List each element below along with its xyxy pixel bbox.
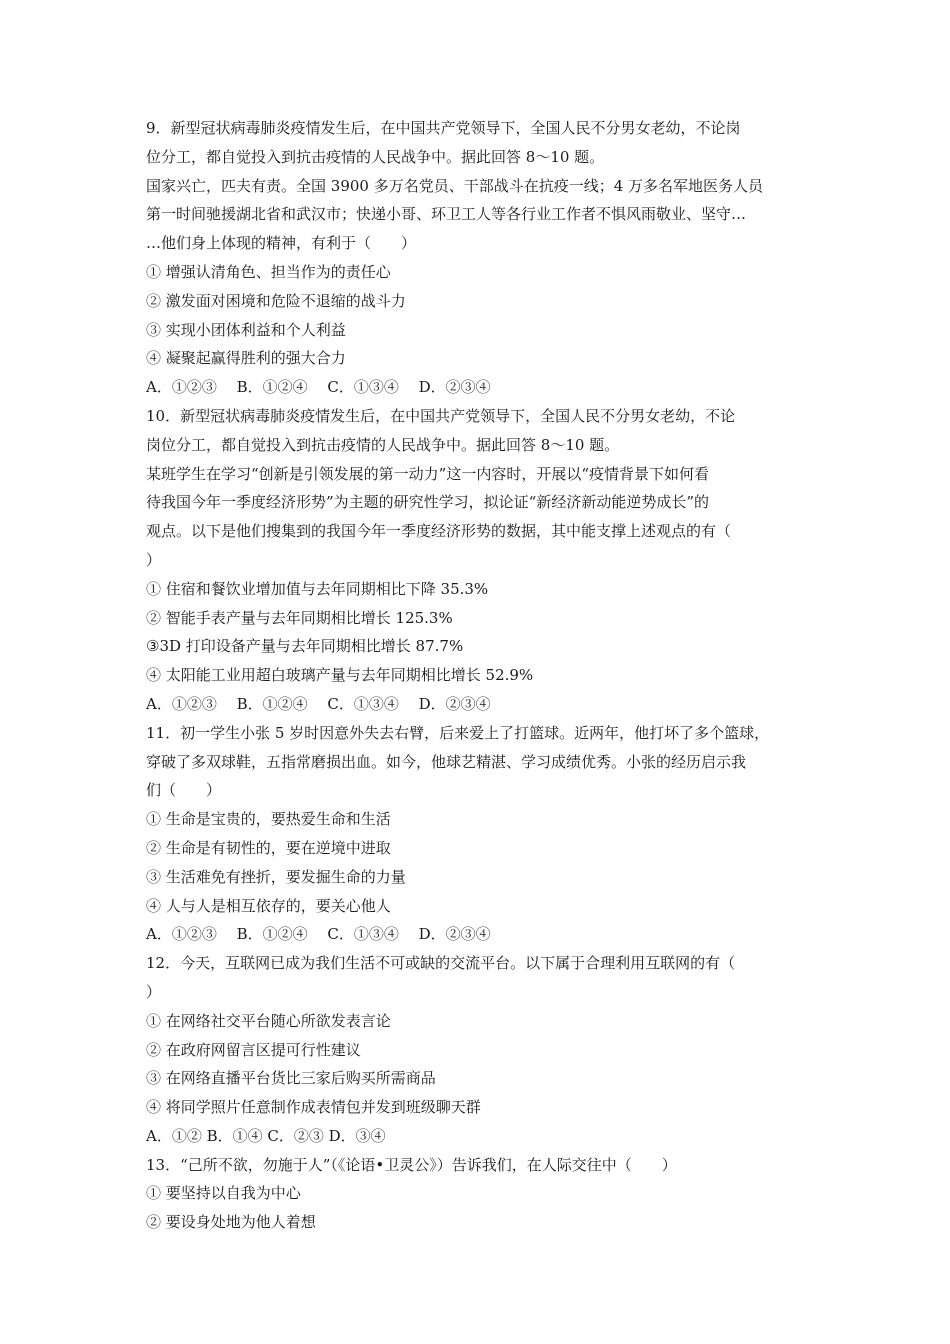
answer-choices: A．①②③ B．①②④ C．①③④ D．②③④ [146, 925, 491, 944]
question-10 [146, 402, 816, 719]
statement-option: ③3D 打印设备产量与去年同期相比增长 87.7% [146, 637, 464, 656]
statement-option: ② 要设身处地为他人着想 [146, 1213, 316, 1232]
statement-option: ① 住宿和餐饮业增加值与去年同期相比下降 35.3% [146, 579, 489, 598]
question-text-line: …他们身上体现的精神，有利于（ ） [146, 234, 417, 253]
statement-option: ③ 生活难免有挫折，要发掘生命的力量 [146, 867, 406, 886]
question-text-line: 穿破了多双球鞋，五指常磨损出血。如今，他球艺精湛、学习成绩优秀。小张的经历启示我 [146, 752, 747, 771]
statement-option: ① 增强认清角色、担当作为的责任心 [146, 262, 391, 281]
statement-option: ③ 在网络直播平台货比三家后购买所需商品 [146, 1069, 436, 1088]
question-text-line: 们（ ） [146, 781, 222, 800]
answer-choices: A．①② B．①④ C．②③ D．③④ [146, 1126, 386, 1145]
statement-option: ② 在政府网留言区提可行性建议 [146, 1040, 361, 1059]
question-text-line: 13．“己所不欲，勿施于人”（《论语•卫灵公》）告诉我们，在人际交往中（ ） [146, 1155, 677, 1174]
exam-content [146, 114, 816, 1237]
statement-option: ① 要坚持以自我为中心 [146, 1184, 301, 1203]
statement-option: ④ 人与人是相互依存的，要关心他人 [146, 896, 391, 915]
statement-option: ② 激发面对困境和危险不退缩的战斗力 [146, 291, 406, 310]
question-text-line: 国家兴亡，匹夫有责。全国 3900 多万名党员、干部战斗在抗疫一线；4 万多名军地医务人员 [146, 176, 764, 195]
statement-option: ④ 凝聚起赢得胜利的强大合力 [146, 349, 346, 368]
question-11 [146, 719, 816, 949]
answer-choices: A．①②③ B．①②④ C．①③④ D．②③④ [146, 694, 491, 713]
question-12 [146, 949, 816, 1151]
question-text-line: 第一时间驰援湖北省和武汉市；快递小哥、环卫工人等各行业工作者不惧风雨敬业、坚守… [146, 205, 747, 224]
statement-option: ① 在网络社交平台随心所欲发表言论 [146, 1011, 391, 1030]
statement-option: ④ 将同学照片任意制作成表情包并发到班级聊天群 [146, 1098, 481, 1117]
statement-option: ② 生命是有韧性的，要在逆境中进取 [146, 838, 391, 857]
question-9 [146, 114, 816, 402]
statement-option: ③ 实现小团体利益和个人利益 [146, 320, 346, 339]
question-text-line: 12．今天，互联网已成为我们生活不可或缺的交流平台。以下属于合理利用互联网的有（ [146, 954, 736, 973]
question-text-line: ） [146, 982, 162, 1001]
question-text-line: 待我国今年一季度经济形势”为主题的研究性学习，拟论证“新经济新动能逆势成长”的 [146, 493, 710, 512]
question-text-line: 岗位分工，都自觉投入到抗击疫情的人民战争中。据此回答 8～10 题。 [146, 435, 620, 454]
question-text-line: 位分工，都自觉投入到抗击疫情的人民战争中。据此回答 8～10 题。 [146, 147, 605, 166]
question-text-line: 观点。以下是他们搜集到的我国今年一季度经济形势的数据，其中能支撑上述观点的有（ [146, 522, 732, 541]
statement-option: ④ 太阳能工业用超白玻璃产量与去年同期相比增长 52.9% [146, 666, 534, 685]
question-13 [146, 1151, 816, 1237]
answer-choices: A．①②③ B．①②④ C．①③④ D．②③④ [146, 378, 491, 397]
question-text-line: 11．初一学生小张 5 岁时因意外失去右臂，后来爱上了打篮球。近两年，他打坏了多个篮球， [146, 723, 770, 742]
question-text-line: 10．新型冠状病毒肺炎疫情发生后，在中国共产党领导下，全国人民不分男女老幼，不论 [146, 406, 736, 425]
question-text-line: ） [146, 550, 162, 569]
question-text-line: 9．新型冠状病毒肺炎疫情发生后，在中国共产党领导下，全国人民不分男女老幼，不论岗 [146, 119, 741, 137]
statement-option: ② 智能手表产量与去年同期相比增长 125.3% [146, 608, 453, 627]
statement-option: ① 生命是宝贵的，要热爱生命和生活 [146, 810, 391, 829]
question-text-line: 某班学生在学习“创新是引领发展的第一动力”这一内容时，开展以“疫情背景下如何看 [146, 464, 710, 483]
